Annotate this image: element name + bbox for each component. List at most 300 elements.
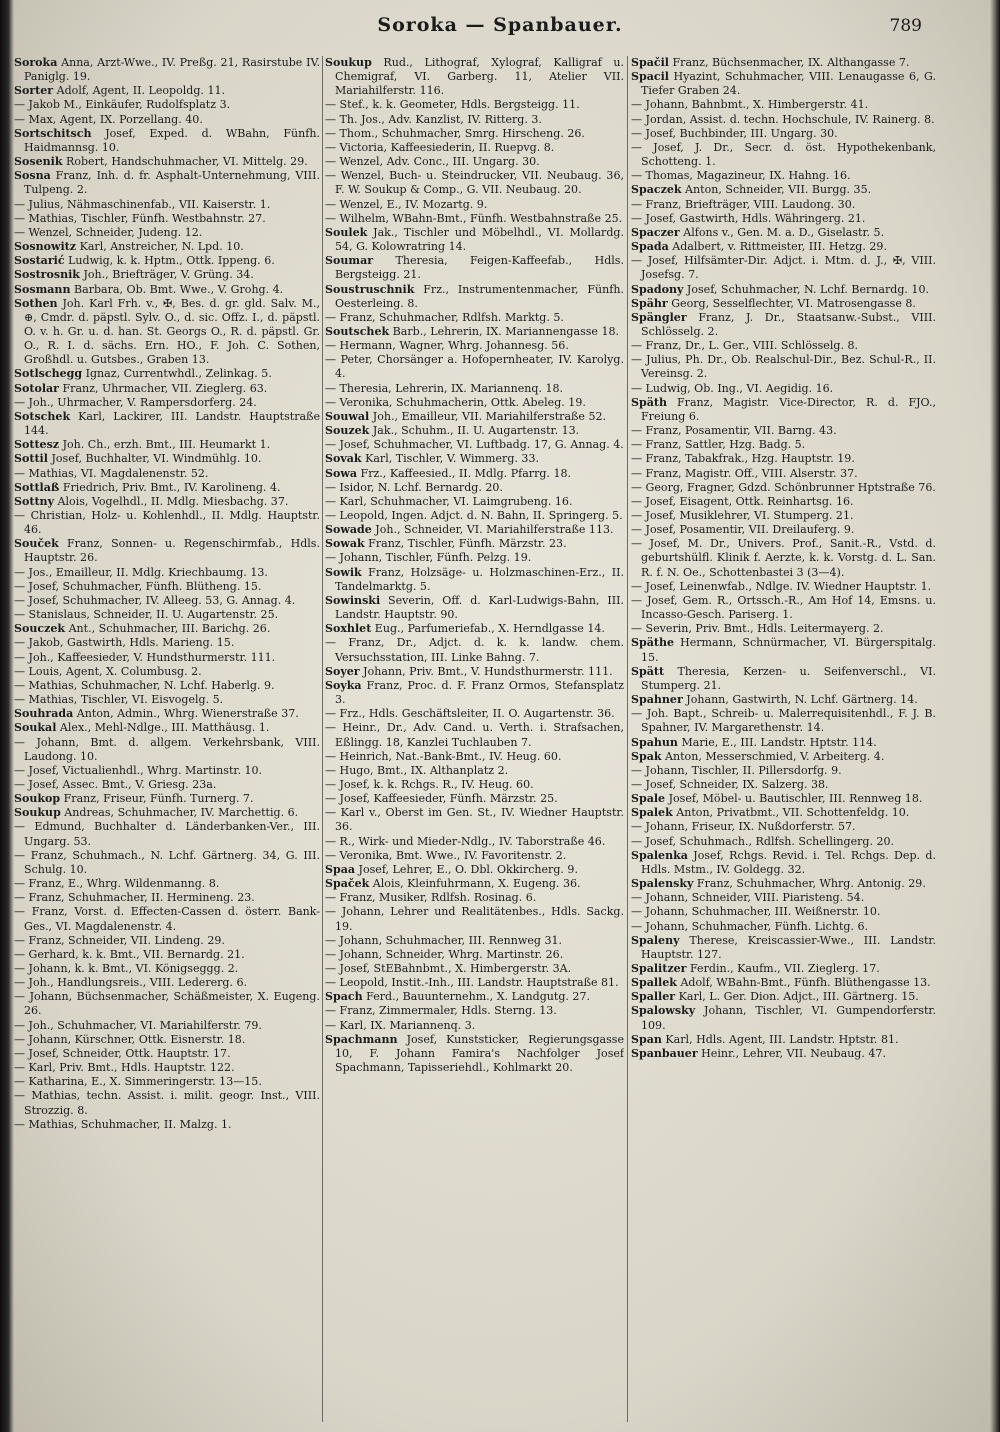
- directory-entry: [325, 424, 624, 438]
- entry-details: — Christian, Holz- u. Kohlenhdl., II. Mdlg. Hauptstr. 46.: [14, 509, 320, 537]
- entry-surname: Spak: [631, 749, 662, 763]
- entry-details: — Max, Agent, IX. Porzellang. 40.: [14, 112, 203, 126]
- directory-entry: [631, 353, 936, 381]
- directory-entry: [631, 877, 936, 891]
- entry-details: — Johann, Tischler, Fünfh. Pelzg. 19.: [325, 551, 532, 565]
- directory-entry: [325, 452, 624, 466]
- directory-entry: [325, 1019, 624, 1033]
- entry-details: Theresia, Kerzen- u. Seifenverschl., VI. Stumperg. 21.: [641, 664, 936, 692]
- entry-details: Franz, Friseur, Fünfh. Turnerg. 7.: [60, 792, 254, 806]
- directory-entry: [14, 1089, 320, 1117]
- entry-details: Josef, Schuhmacher, N. Lchf. Bernardg. 10.: [683, 282, 929, 296]
- entry-details: Ferd., Bauunternehm., X. Landgutg. 27.: [362, 990, 590, 1004]
- column-divider: [627, 56, 628, 1422]
- directory-entry: [325, 750, 624, 764]
- entry-details: — Franz, Schuhmacher, II. Hermineng. 23.: [14, 891, 255, 905]
- directory-entry: [325, 863, 624, 877]
- directory-entry: [14, 948, 320, 962]
- directory-entry: [631, 467, 936, 481]
- entry-details: — Mathias, Tischler, VI. Eisvogelg. 5.: [14, 693, 224, 707]
- directory-entry: [14, 198, 320, 212]
- directory-entry: [631, 1004, 936, 1032]
- entry-details: — Johann, Tischler, II. Pillersdorfg. 9.: [631, 763, 842, 777]
- column-3: [631, 56, 936, 1428]
- entry-details: — Josef, Musiklehrer, VI. Stumperg. 21.: [631, 509, 854, 522]
- entry-details: — Josef, Leinenwfab., Ndlge. IV. Wiedner Hauptstr. 1.: [631, 579, 932, 593]
- entry-surname: Spadony: [631, 282, 684, 296]
- entry-details: — Louis, Agent, X. Columbusg. 2.: [14, 664, 202, 678]
- directory-entry: [631, 339, 936, 353]
- entry-surname: Spalek: [631, 806, 673, 820]
- directory-entry: [325, 141, 624, 155]
- directory-entry: [14, 226, 320, 240]
- directory-entry: [325, 707, 624, 721]
- entry-details: — Josef, Eisagent, Ottk. Reinhartsg. 16.: [631, 494, 854, 508]
- directory-entry: [631, 778, 936, 792]
- directory-entry: [14, 495, 320, 509]
- entry-details: — Theresia, Lehrerin, IX. Mariannenq. 18.: [325, 381, 564, 395]
- entry-details: Alfons v., Gen. M. a. D., Giselastr. 5.: [679, 225, 885, 239]
- directory-entry: [325, 113, 624, 127]
- directory-entry: [325, 778, 624, 792]
- entry-details: Johann, Tischler, VI. Gumpendorferstr. 109.: [641, 1004, 936, 1032]
- entry-details: — Mathias, Tischler, Fünfh. Westbahnstr. 27.: [14, 211, 266, 225]
- entry-details: — Josef, Schuhmacher, VI. Luftbadg. 17, G. Annag. 4.: [325, 438, 624, 452]
- entry-details: — Josef, StEBahnbmt., X. Himbergerstr. 3A.: [325, 962, 572, 975]
- entry-details: — Stef., k. k. Geometer, Hdls. Bergsteigg. 11.: [325, 98, 580, 112]
- directory-entry: [631, 905, 936, 919]
- entry-details: Karl, Hdls. Agent, III. Landstr. Hptstr. 81.: [661, 1032, 899, 1046]
- directory-entry: [631, 297, 936, 311]
- entry-surname: Soukop: [14, 792, 61, 806]
- entry-details: Anna, Arzt-Wwe., IV. Preßg. 21, Rasirstube IV. Paniglg. 19.: [24, 56, 320, 84]
- entry-surname: Sotlschegg: [14, 367, 83, 381]
- directory-entry: [325, 396, 624, 410]
- entry-surname: Sottlaß: [14, 480, 60, 494]
- directory-entry: [14, 509, 320, 537]
- directory-entry: [14, 1118, 320, 1132]
- directory-entry: [631, 962, 936, 976]
- entry-details: — Joh. Bapt., Schreib- u. Malerrequisitenhdl., F. J. B. Spahner, IV. Margarethenstr. 14.: [631, 707, 936, 735]
- entry-surname: Sottil: [14, 452, 48, 466]
- entry-surname: Sottesz: [14, 438, 60, 452]
- entry-details: — Josef, Assec. Bmt., V. Griesg. 23a.: [14, 777, 217, 791]
- entry-details: — Johann, Kürschner, Ottk. Eisnerstr. 18.: [14, 1032, 246, 1046]
- entry-surname: Sortschitsch: [14, 126, 92, 140]
- directory-entry: [14, 396, 320, 410]
- directory-entry: [631, 665, 936, 693]
- entry-details: Joh., Schneider, VI. Mariahilferstraße 113.: [371, 523, 614, 537]
- entry-details: — Wenzel, Schneider, Judeng. 12.: [14, 225, 203, 239]
- directory-entry: [631, 594, 936, 622]
- directory-entry: [14, 736, 320, 764]
- directory-entry: [325, 127, 624, 141]
- entry-surname: Sovak: [325, 452, 362, 466]
- entry-surname: Spach: [325, 990, 363, 1004]
- entry-surname: Sotschek: [14, 409, 71, 423]
- entry-details: — Johann, Büchsenmacher, Schäßmeister, X. Eugeng. 26.: [14, 990, 320, 1018]
- directory-entry: [631, 98, 936, 112]
- directory-entry: [325, 636, 624, 664]
- entry-details: — Karl, Priv. Bmt., Hdls. Hauptstr. 122.: [14, 1061, 235, 1075]
- entry-surname: Sosenik: [14, 155, 63, 169]
- entry-surname: Spahner: [631, 693, 683, 707]
- entry-details: Ignaz, Currentwhdl., Zelinkag. 5.: [82, 367, 272, 381]
- entry-surname: Spačil: [631, 56, 669, 69]
- directory-entry: [631, 311, 936, 339]
- directory-entry: [14, 665, 320, 679]
- directory-entry: [325, 962, 624, 976]
- entry-details: — Heinr., Dr., Adv. Cand. u. Verth. i. Strafsachen, Eßlingg. 18, Kanzlei Tuchlauben 7.: [325, 721, 624, 749]
- directory-entry: [325, 679, 624, 707]
- directory-entry: [631, 537, 936, 579]
- directory-entry: [631, 806, 936, 820]
- directory-entry: [14, 622, 320, 636]
- entry-details: Therese, Kreiscassier-Wwe., III. Landstr. Hauptstr. 127.: [641, 933, 936, 961]
- entry-details: — Severin, Priv. Bmt., Hdls. Leitermayerg. 2.: [631, 622, 884, 636]
- directory-entry: [631, 891, 936, 905]
- directory-entry: [14, 169, 320, 197]
- column-1: [14, 56, 320, 1428]
- directory-entry: [14, 962, 320, 976]
- entry-surname: Sotolar: [14, 381, 59, 395]
- entry-details: — Franz, Dr., Adjct. d. k. k. landw. chem. Versuchsstation, III. Linke Bahng. 7.: [325, 636, 624, 664]
- entry-details: Eug., Parfumeriefab., X. Herndlgasse 14.: [371, 622, 605, 636]
- directory-entry: [325, 551, 624, 565]
- directory-entry: [631, 792, 936, 806]
- entry-details: — Karl, Schuhmacher, VI. Laimgrubeng. 16.: [325, 494, 573, 508]
- column-divider: [322, 56, 323, 1422]
- entry-surname: Spada: [631, 240, 669, 254]
- entry-details: — Josef, Buchbinder, III. Ungarg. 30.: [631, 126, 838, 140]
- entry-details: Joh. Karl Frh. v., ✠, Bes. d. gr. gld. Salv. M., ⊕, Cmdr. d. päpstl. Sylv. O., d. sic. Offz. I., d. päpstl. O. v. h. Gr. u. d. han. St. Georgs O., R. d. päpstl. Gr. O., R. I. d. sächs. Ern. HO., F. Joh. C. Sothen, Großhdl. u. Gutsbes., Graben 13.: [24, 296, 320, 367]
- entry-details: — Joh., Uhrmacher, V. Rampersdorferg. 24.: [14, 395, 257, 409]
- entry-details: — Ludwig, Ob. Ing., VI. Aegidig. 16.: [631, 381, 834, 395]
- directory-entry: [325, 1033, 624, 1075]
- entry-details: — Wenzel, Adv. Conc., III. Ungarg. 30.: [325, 155, 540, 169]
- entry-surname: Spaa: [325, 862, 356, 876]
- entry-details: Barbara, Ob. Bmt. Wwe., V. Grohg. 4.: [70, 282, 284, 296]
- directory-entry: [325, 948, 624, 962]
- entry-details: — Franz, Zimmermaler, Hdls. Sterng. 13.: [325, 1004, 557, 1018]
- entry-surname: Sowak: [325, 537, 365, 551]
- entry-details: — Josef, J. Dr., Secr. d. öst. Hypothekenbank, Schotteng. 1.: [631, 140, 936, 169]
- directory-entry: [631, 183, 936, 197]
- entry-details: Johann, Priv. Bmt., V. Hundsthurmerstr. 111.: [359, 664, 613, 678]
- entry-details: Severin, Off. d. Karl-Ludwigs-Bahn, III. Landstr. Hauptstr. 90.: [335, 593, 624, 622]
- directory-entry: [325, 721, 624, 749]
- directory-entry: [14, 792, 320, 806]
- entry-details: Frz., Kaffeesied., II. Mdlg. Pfarrg. 18.: [357, 466, 572, 480]
- entry-details: — Johann, Schneider, VIII. Piaristeng. 54.: [631, 891, 865, 905]
- entry-details: — Josef, Schneider, IX. Salzerg. 38.: [631, 777, 829, 791]
- entry-details: — Leopold, Instit.-Inh., III. Landstr. Hauptstraße 81.: [325, 976, 619, 990]
- entry-details: — Josef, Kaffeesieder, Fünfh. Märzstr. 25.: [325, 792, 558, 806]
- entry-details: Franz, J. Dr., Staatsanw.-Subst., VIII. Schlösselg. 2.: [641, 310, 936, 338]
- directory-entry: [631, 56, 936, 70]
- entry-surname: Span: [631, 1032, 662, 1046]
- entry-surname: Sowade: [325, 523, 372, 537]
- entry-details: Friedrich, Priv. Bmt., IV. Karolineng. 4.: [59, 480, 281, 494]
- entry-details: — Katharina, E., X. Simmeringerstr. 13—15.: [14, 1075, 262, 1089]
- directory-entry: [325, 339, 624, 353]
- directory-entry: [631, 424, 936, 438]
- entry-surname: Spahun: [631, 735, 678, 749]
- directory-entry: [14, 98, 320, 112]
- entry-details: Andreas, Schuhmacher, IV. Marchettig. 6.: [60, 806, 299, 820]
- entry-details: Adolf, WBahn-Bmt., Fünfh. Blüthengasse 13.: [676, 976, 931, 990]
- directory-entry: [631, 141, 936, 169]
- directory-entry: [325, 98, 624, 112]
- directory-entry: [325, 849, 624, 863]
- page-title: Soroka — Spanbauer.: [377, 14, 623, 36]
- entry-details: Adolf, Agent, II. Leopoldg. 11.: [53, 84, 226, 98]
- entry-details: Alex., Mehl-Ndlge., III. Matthäusg. 1.: [56, 721, 270, 735]
- directory-entry: [325, 254, 624, 282]
- entry-details: — Thomas, Magazineur, IX. Hahng. 16.: [631, 169, 851, 183]
- entry-details: — Jos., Emailleur, II. Mdlg. Kriechbaumg. 13.: [14, 565, 268, 579]
- entry-details: — Edmund, Buchhalter d. Länderbanken-Ver., III. Ungarg. 53.: [14, 820, 320, 848]
- entry-details: Joh., Briefträger, V. Grüng. 34.: [79, 268, 254, 282]
- entry-details: — Mathias, Schuhmacher, N. Lchf. Haberlg. 9.: [14, 678, 275, 692]
- entry-details: — Heinrich, Nat.-Bank-Bmt., IV. Heug. 60.: [325, 749, 562, 763]
- directory-entry: [14, 707, 320, 721]
- directory-entry: [325, 877, 624, 891]
- entry-details: — Josef, M. Dr., Univers. Prof., Sanit.-R., Vstd. d. geburtshülfl. Klinik f. Aerzte, k. k. Vorstg. d. L. San. R. f. N. Oe., Schottenbastei 3 (3—4).: [631, 537, 936, 579]
- entry-details: — Stanislaus, Schneider, II. U. Augartenstr. 25.: [14, 608, 279, 622]
- directory-entry: [14, 608, 320, 622]
- directory-entry: [325, 934, 624, 948]
- entry-details: — Franz, Sattler, Hzg. Badg. 5.: [631, 438, 806, 452]
- entry-details: — Josef, Hilfsämter-Dir. Adjct. i. Mtm. d. J., ✠, VIII. Josefsg. 7.: [631, 254, 936, 282]
- directory-entry: [325, 990, 624, 1004]
- entry-surname: Soukal: [14, 721, 57, 735]
- entry-details: Hyazint, Schuhmacher, VIII. Lenaugasse 6, G. Tiefer Graben 24.: [641, 70, 936, 98]
- directory-entry: [325, 169, 624, 197]
- directory-entry: [14, 580, 320, 594]
- entry-details: — Franz, Schuhmacher, Rdlfsh. Marktg. 5.: [325, 310, 564, 324]
- entry-details: — Franz, Tabakfrak., Hzg. Hauptstr. 19.: [631, 452, 855, 466]
- entry-surname: Spachmann: [325, 1032, 398, 1046]
- directory-entry: [325, 353, 624, 381]
- directory-entry: [631, 509, 936, 523]
- page-number: 789: [889, 16, 922, 36]
- directory-entry: [631, 976, 936, 990]
- entry-details: — Josef, Gastwirth, Hdls. Währingerg. 21.: [631, 211, 866, 225]
- entry-details: — Josef, Posamentir, VII. Dreilauferg. 9.: [631, 523, 855, 537]
- entry-details: — Julius, Nähmaschinenfab., VII. Kaiserstr. 1.: [14, 197, 271, 211]
- directory-entry: [631, 438, 936, 452]
- entry-details: Frz., Instrumentenmacher, Fünfh. Oesterleing. 8.: [335, 282, 624, 310]
- directory-entry: [631, 835, 936, 849]
- entry-details: Karl, L. Ger. Dion. Adjct., III. Gärtnerg. 15.: [675, 990, 919, 1004]
- entry-details: Karl, Anstreicher, N. Lpd. 10.: [76, 240, 244, 254]
- directory-entry: [631, 382, 936, 396]
- directory-entry: [14, 934, 320, 948]
- directory-entry: [14, 566, 320, 580]
- directory-entry: [325, 438, 624, 452]
- entry-details: Josef, Möbel- u. Bautischler, III. Rennweg 18.: [665, 792, 923, 806]
- directory-entry: [631, 226, 936, 240]
- directory-entry: [631, 849, 936, 877]
- directory-entry: [631, 283, 936, 297]
- entry-details: — Franz, Vorst. d. Effecten-Cassen d. österr. Bank-Ges., VI. Magdalenenstr. 4.: [14, 905, 320, 933]
- entry-details: Joh., Emailleur, VII. Mariahilferstraße 52.: [369, 409, 607, 423]
- entry-details: — Karl v., Oberst im Gen. St., IV. Wiedner Hauptstr. 36.: [325, 806, 624, 834]
- entry-surname: Spaleny: [631, 933, 680, 947]
- directory-entry: [14, 594, 320, 608]
- directory-entry: [325, 523, 624, 537]
- directory-entry: [14, 283, 320, 297]
- entry-details: Georg, Sesselflechter, VI. Matrosengasse 8.: [667, 296, 916, 310]
- entry-surname: Soumar: [325, 254, 374, 268]
- directory-entry: [325, 56, 624, 98]
- directory-entry: [14, 240, 320, 254]
- directory-entry: [14, 268, 320, 282]
- entry-surname: Soxhlet: [325, 622, 372, 636]
- entry-surname: Spalowsky: [631, 1004, 696, 1018]
- entry-details: — Johann, Schuhmacher, III. Rennweg 31.: [325, 933, 563, 947]
- entry-details: — Mathias, VI. Magdalenenstr. 52.: [14, 466, 209, 480]
- entry-surname: Sosnowitz: [14, 240, 77, 254]
- entry-surname: Soyer: [325, 664, 360, 678]
- directory-entry: [14, 537, 320, 565]
- entry-surname: Spalensky: [631, 877, 694, 891]
- entry-surname: Sosna: [14, 169, 51, 183]
- entry-details: Ludwig, k. k. Hptm., Ottk. Ippeng. 6.: [64, 254, 275, 268]
- directory-entry: [631, 452, 936, 466]
- directory-entry: [14, 1033, 320, 1047]
- directory-entry: [325, 622, 624, 636]
- directory-entry: [14, 212, 320, 226]
- directory-entry: [14, 297, 320, 368]
- directory-entry: [325, 764, 624, 778]
- directory-entry: [631, 254, 936, 282]
- entry-details: — Joh., Kaffeesieder, V. Hundsthurmerstr. 111.: [14, 650, 276, 664]
- directory-entry: [631, 920, 936, 934]
- entry-details: Anton, Messerschmied, V. Arbeiterg. 4.: [661, 749, 885, 763]
- directory-entry: [14, 467, 320, 481]
- entry-surname: Spalenka: [631, 848, 688, 862]
- entry-details: — Johann, Schuhmacher, Fünfh. Lichtg. 6.: [631, 919, 869, 933]
- directory-entry: [14, 155, 320, 169]
- entry-surname: Spaček: [325, 877, 370, 891]
- directory-entry: [631, 707, 936, 735]
- entry-details: — Johann, Schneider, Whrg. Martinstr. 26.: [325, 947, 564, 961]
- directory-entry: [14, 113, 320, 127]
- directory-entry: [14, 778, 320, 792]
- directory-entry: [631, 1033, 936, 1047]
- entry-details: — Th. Jos., Adv. Kanzlist, IV. Ritterg. 3.: [325, 112, 542, 126]
- entry-surname: Soustruschnik: [325, 282, 415, 296]
- directory-entry: [631, 70, 936, 98]
- entry-details: — Karl, IX. Mariannenq. 3.: [325, 1018, 476, 1032]
- directory-entry: [325, 382, 624, 396]
- entry-details: Johann, Gastwirth, N. Lchf. Gärtnerg. 14.: [682, 693, 918, 707]
- directory-entry: [14, 382, 320, 396]
- entry-surname: Sothen: [14, 296, 58, 310]
- entry-details: Franz, Inh. d. fr. Asphalt-Unternehmung, VIII. Tulpeng. 2.: [24, 169, 320, 197]
- entry-details: — Veronika, Bmt. Wwe., IV. Favoritenstr. 2.: [325, 848, 567, 862]
- directory-entry: [325, 566, 624, 594]
- directory-entry: [631, 820, 936, 834]
- directory-entry: [14, 56, 320, 84]
- directory-entry: [631, 396, 936, 424]
- entry-details: Anton, Schneider, VII. Burgg. 35.: [681, 183, 872, 197]
- entry-details: Franz, Tischler, Fünfh. Märzstr. 23.: [364, 537, 567, 551]
- entry-details: Josef, Exped. d. WBahn, Fünfh. Haidmannsg. 10.: [24, 126, 320, 154]
- directory-entry: [631, 990, 936, 1004]
- directory-entry: [325, 594, 624, 622]
- entry-details: — Mathias, Schuhmacher, II. Malzg. 1.: [14, 1117, 232, 1131]
- directory-entry: [14, 905, 320, 933]
- entry-details: — Johann, Bahnbmt., X. Himbergerstr. 41.: [631, 98, 869, 112]
- directory-entry: [325, 467, 624, 481]
- entry-surname: Spätt: [631, 664, 665, 678]
- directory-entry: [14, 254, 320, 268]
- entry-details: — Josef, Schneider, Ottk. Hauptstr. 17.: [14, 1046, 231, 1060]
- entry-surname: Späth: [631, 395, 667, 409]
- entry-details: Jak., Tischler und Möbelhdl., VI. Mollardg. 54, G. Kolowratring 14.: [335, 225, 624, 254]
- entry-surname: Souwal: [325, 409, 370, 423]
- directory-entry: [631, 622, 936, 636]
- entry-details: — Isidor, N. Lchf. Bernardg. 20.: [325, 480, 503, 494]
- entry-details: — Hermann, Wagner, Whrg. Johannesg. 56.: [325, 339, 569, 353]
- entry-details: Hermann, Schnürmacher, VI. Bürgerspitalg. 15.: [641, 636, 936, 664]
- scan-edge-right: [990, 0, 1000, 1432]
- directory-entry: [631, 495, 936, 509]
- entry-details: Franz, Sonnen- u. Regenschirmfab., Hdls. Hauptstr. 26.: [24, 537, 320, 565]
- entry-details: — Peter, Chorsänger a. Hofopernheater, IV. Karolyg. 4.: [325, 353, 624, 381]
- entry-details: Franz, Magistr. Vice-Director, R. d. FJO., Freiung 6.: [641, 395, 936, 423]
- entry-details: — Johann, Bmt. d. allgem. Verkehrsbank, VIII. Laudong. 10.: [14, 735, 320, 763]
- entry-details: — Wenzel, Buch- u. Steindrucker, VII. Neubaug. 36, F. W. Soukup & Comp., G. VII. Neubaug. 20.: [325, 169, 624, 197]
- entry-details: Rud., Lithograf, Xylograf, Kalligraf u. Chemigraf, VI. Garberg. 11, Atelier VII. Mariahilferstr. 116.: [335, 56, 624, 98]
- entry-details: — Joh., Handlungsreis., VIII. Ledererg. 6.: [14, 976, 248, 990]
- directory-entry: [325, 891, 624, 905]
- entry-details: Karl, Lackirer, III. Landstr. Hauptstraße 144.: [24, 409, 320, 438]
- entry-surname: Sottny: [14, 494, 55, 508]
- directory-entry: [14, 1061, 320, 1075]
- entry-details: — Johann, k. k. Bmt., VI. Königseggg. 2.: [14, 962, 239, 975]
- entry-surname: Soukup: [14, 806, 61, 820]
- directory-entry: [14, 891, 320, 905]
- directory-entry: [325, 835, 624, 849]
- directory-entry: [325, 325, 624, 339]
- entry-details: Ant., Schuhmacher, III. Barichg. 26.: [65, 622, 271, 636]
- entry-details: Jak., Schuhm., II. U. Augartenstr. 13.: [369, 424, 580, 438]
- entry-details: — Veronika, Schuhmacherin, Ottk. Abeleg. 19.: [325, 395, 586, 409]
- directory-entry: [325, 976, 624, 990]
- directory-entry: [14, 679, 320, 693]
- entry-surname: Souhrada: [14, 707, 74, 721]
- entry-details: — Josef, Schuhmach., Rdlfsh. Schellingerg. 20.: [631, 834, 895, 848]
- entry-details: — Wenzel, E., IV. Mozartg. 9.: [325, 197, 488, 211]
- column-2: [325, 56, 624, 1428]
- entry-details: Alois, Vogelhdl., II. Mdlg. Miesbachg. 37.: [54, 494, 289, 508]
- directory-entry: [631, 113, 936, 127]
- directory-entry: [325, 212, 624, 226]
- entry-details: Franz, Holzsäge- u. Holzmaschinen-Erz., II. Tandelmarktg. 5.: [335, 565, 624, 593]
- entry-details: — Victoria, Kaffeesiederin, II. Ruepvg. 8.: [325, 140, 555, 154]
- entry-details: — Josef, Schuhmacher, IV. Alleeg. 53, G. Annag. 4.: [14, 593, 296, 607]
- entry-details: Franz, Schuhmacher, Whrg. Antonig. 29.: [693, 877, 926, 891]
- directory-entry: [631, 169, 936, 183]
- directory-entry: [631, 750, 936, 764]
- directory-entry: [14, 1047, 320, 1061]
- entry-details: — Josef, Victualienhdl., Whrg. Martinstr. 10.: [14, 763, 263, 777]
- directory-entry: [631, 693, 936, 707]
